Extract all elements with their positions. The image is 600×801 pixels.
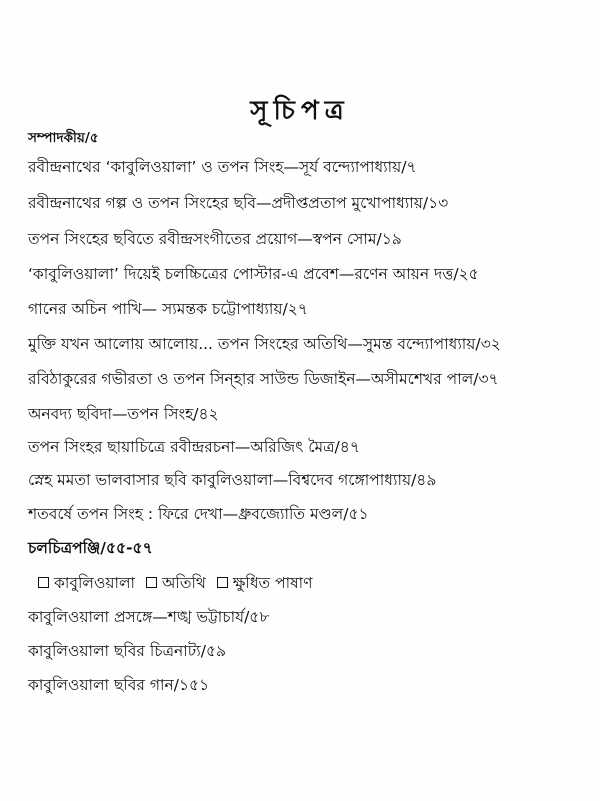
filmography-item: কাবুলিওয়ালা [38, 573, 135, 593]
checkbox-square-icon [217, 577, 228, 588]
filmography-item: অতিথি [146, 573, 206, 593]
toc-entry: রবীন্দ্রনাথের ‘কাবুলিওয়ালা’ ও তপন সিংহ—সূর্য বন্দ্যোপাধ্যায়/৭ [28, 158, 417, 176]
toc-entry: তপন সিংহর ছায়াচিত্রে রবীন্দ্ররচনা—অরিজিৎ মৈত্র/৪৭ [28, 438, 360, 456]
toc-entry: স্নেহ মমতা ভালবাসার ছবি কাবুলিওয়ালা—বিশ্বদেব গঙ্গোপাধ্যায়/৪৯ [28, 471, 437, 489]
toc-entry: ‘কাবুলিওয়ালা’ দিয়েই চলচ্চিত্রের পোস্টার-এ প্রবেশ—রণেন আয়ন দত্ত/২৫ [28, 265, 479, 283]
appendix-entry: কাবুলিওয়ালা ছবির চিত্রনাট্য/৫৯ [28, 642, 227, 660]
filmography-item: ক্ষুধিত পাষাণ [217, 573, 313, 593]
toc-entry: গানের অচিন পাখি— স্যমন্তক চট্টোপাধ্যায়/২৭ [28, 300, 308, 318]
page-title: সূচিপত্র [250, 96, 350, 126]
filmography-list [38, 573, 319, 593]
appendix-entry: কাবুলিওয়ালা প্রসঙ্গে—শঙ্খ ভট্টাচার্য/৫৮ [28, 608, 270, 626]
checkbox-square-icon [38, 577, 49, 588]
toc-entry: শতবর্ষে তপন সিংহ : ফিরে দেখা—ধ্রুবজ্যোতি মণ্ডল/৫১ [28, 505, 369, 523]
toc-entry: রবিঠাকুরের গভীরতা ও তপন সিন্হার সাউন্ড ডিজাইন—অসীমশেখর পাল/৩৭ [28, 370, 499, 388]
checkbox-square-icon [146, 577, 157, 588]
toc-entry: অনবদ্য ছবিদা—তপন সিংহ/৪২ [28, 405, 219, 423]
toc-entry: সম্পাদকীয়/৫ [28, 130, 99, 146]
toc-entry: তপন সিংহের ছবিতে রবীন্দ্রসংগীতের প্রয়োগ—স্বপন সোম/১৯ [28, 230, 402, 248]
appendix-entry: কাবুলিওয়ালা ছবির গান/১৫১ [28, 676, 210, 694]
toc-entry: চলচিত্রপঞ্জি/৫৫-৫৭ [28, 539, 153, 557]
toc-entry: রবীন্দ্রনাথের গল্প ও তপন সিংহের ছবি—প্রদীপ্তপ্রতাপ মুখোপাধ্যায়/১৩ [28, 194, 449, 212]
toc-entry: মুক্তি যখন আলোয় আলোয়... তপন সিংহের অতিথি—সুমন্ত বন্দ্যোপাধ্যায়/৩২ [28, 335, 501, 353]
